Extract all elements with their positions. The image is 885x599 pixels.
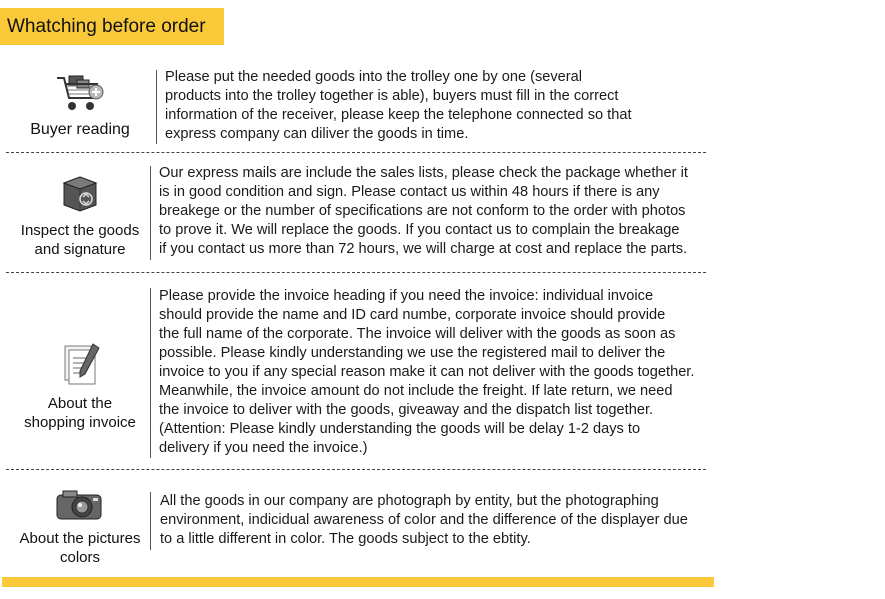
text-line: should provide the name and ID card numbe, corporate invoice should provide xyxy=(159,307,666,323)
text-line: delivery if you need the invoice.) xyxy=(159,440,368,456)
text-line: is in good condition and sign. Please contact us within 48 hours if there is any xyxy=(159,184,660,200)
section-divider xyxy=(6,272,706,273)
text-bracket xyxy=(150,166,151,260)
header-title: Whatching before order xyxy=(7,16,206,37)
section-buyer-reading-text xyxy=(165,68,632,144)
text-line: environment, indicidual awareness of color and the difference of the displayer due xyxy=(160,512,688,528)
section-pictures-colors-text xyxy=(160,492,688,549)
text-line: possible. Please kindly understanding we use the registered mail to deliver the xyxy=(159,345,666,361)
text-line: the full name of the corporate. The invoice will deliver with the goods as soon as xyxy=(159,326,676,342)
section-inspect-goods-text xyxy=(159,164,688,259)
text-line: information of the receiver, please keep the telephone connected so that xyxy=(165,107,632,123)
text-line: Our express mails are include the sales lists, please check the package whether it xyxy=(159,165,688,181)
text-line: Meanwhile, the invoice amount do not include the freight. If late return, we need xyxy=(159,383,673,399)
section-label xyxy=(0,221,160,259)
invoice-document-icon xyxy=(57,340,103,388)
text-line: (Attention: Please kindly understanding the goods will be delay 1-2 days to xyxy=(159,421,641,437)
footer-bar xyxy=(2,577,714,587)
text-line: to a little different in color. The goods subject to the ebtity. xyxy=(160,531,531,547)
camera-icon xyxy=(53,487,107,525)
text-line: if you contact us more than 72 hours, we will charge at cost and replace the parts. xyxy=(159,241,688,257)
text-line: Please provide the invoice heading if you need the invoice: individual invoice xyxy=(159,288,654,304)
section-invoice-text xyxy=(159,287,694,458)
text-line: products into the trolley together is able), buyers must fill in the correct xyxy=(165,88,619,104)
section-buyer-reading-icon-cell xyxy=(0,72,160,139)
label-line: Inspect the goods xyxy=(20,222,140,239)
section-invoice-icon-cell xyxy=(0,340,160,432)
text-line: invoice to you if any special reason make it can not deliver with the goods together. xyxy=(159,364,695,380)
label-line: and signature xyxy=(34,241,126,258)
text-line: the invoice to deliver with the goods, giveaway and the dispatch list together. xyxy=(159,402,654,418)
label-line: Buyer reading xyxy=(30,121,130,138)
section-divider xyxy=(6,469,706,470)
section-label xyxy=(0,394,160,432)
text-bracket xyxy=(150,288,151,458)
text-line: All the goods in our company are photograph by entity, but the photographing xyxy=(160,493,659,509)
text-line: breakege or the number of specifications are not conform to the order with photos xyxy=(159,203,686,219)
section-divider xyxy=(6,152,706,153)
label-line: About the pictures xyxy=(19,530,141,547)
text-bracket xyxy=(150,492,151,550)
text-line: express company can diliver the goods in time. xyxy=(165,126,469,142)
section-label xyxy=(0,120,160,139)
label-line: colors xyxy=(59,549,100,566)
page-header xyxy=(0,8,224,45)
text-bracket xyxy=(156,70,157,144)
label-line: shopping invoice xyxy=(24,414,136,431)
section-label xyxy=(0,529,160,567)
label-line: About the xyxy=(47,395,113,412)
text-line: to prove it. We will replace the goods. If you contact us to complain the breakage xyxy=(159,222,680,238)
package-box-icon xyxy=(58,171,102,215)
text-line: Please put the needed goods into the trolley one by one (several xyxy=(165,69,583,85)
shopping-cart-icon xyxy=(55,72,105,116)
section-inspect-goods-icon-cell xyxy=(0,171,160,259)
section-pictures-colors-icon-cell xyxy=(0,487,160,567)
